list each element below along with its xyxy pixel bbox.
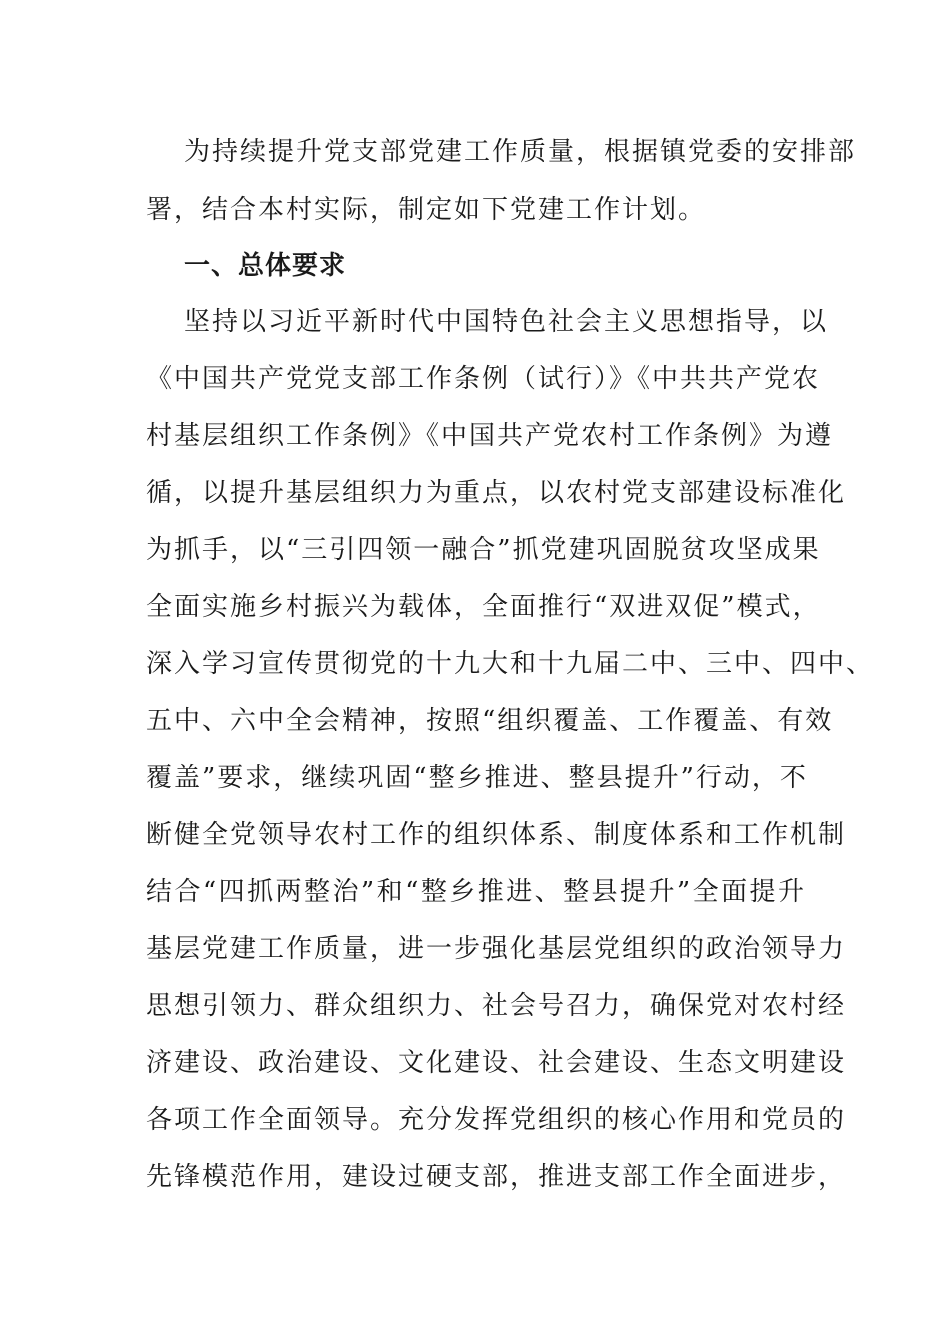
body-line-16: 先锋模范作用，建设过硬支部，推进支部工作全面进步， — [146, 1162, 847, 1192]
body-line-8: 五中、六中全会精神，按照“组织覆盖、工作覆盖、有效 — [146, 706, 834, 736]
body-line-12: 基层党建工作质量，进一步强化基层党组织的政治领导力 — [146, 934, 847, 964]
body-line-6: 全面实施乡村振兴为载体，全面推行“双进双促”模式， — [146, 592, 821, 622]
body-line-13: 思想引领力、群众组织力、社会号召力，确保党对农村经 — [146, 991, 847, 1021]
body-line-7: 深入学习宣传贯彻党的十九大和十九届二中、三中、四中、 — [146, 649, 875, 679]
body-line-9: 覆盖”要求，继续巩固“整乡推进、整县提升”行动，不 — [146, 763, 808, 793]
body-line-11: 结合“四抓两整治”和“整乡推进、整县提升”全面提升 — [146, 877, 806, 907]
body-line-3: 村基层组织工作条例》《中国共产党农村工作条例》为遵 — [146, 421, 834, 451]
body-line-4: 循，以提升基层组织力为重点，以农村党支部建设标准化 — [146, 478, 847, 508]
body-line-5: 为抓手，以“三引四领一融合”抓党建巩固脱贫攻坚成果 — [146, 535, 821, 565]
body-line-15: 各项工作全面领导。充分发挥党组织的核心作用和党员的 — [146, 1105, 847, 1135]
body-line-2: 《中国共产党党支部工作条例（试行）》《中共共产党农 — [146, 364, 821, 394]
body-line-10: 断健全党领导农村工作的组织体系、制度体系和工作机制 — [146, 820, 847, 850]
section-heading-general-requirements: 一、总体要求 — [184, 251, 347, 281]
body-line-14: 济建设、政治建设、文化建设、社会建设、生态文明建设 — [146, 1048, 847, 1078]
intro-line-1: 为持续提升党支部党建工作质量，根据镇党委的安排部 — [184, 137, 857, 167]
body-line-1: 坚持以习近平新时代中国特色社会主义思想指导，以 — [184, 307, 829, 337]
intro-line-2: 署，结合本村实际，制定如下党建工作计划。 — [146, 195, 707, 225]
